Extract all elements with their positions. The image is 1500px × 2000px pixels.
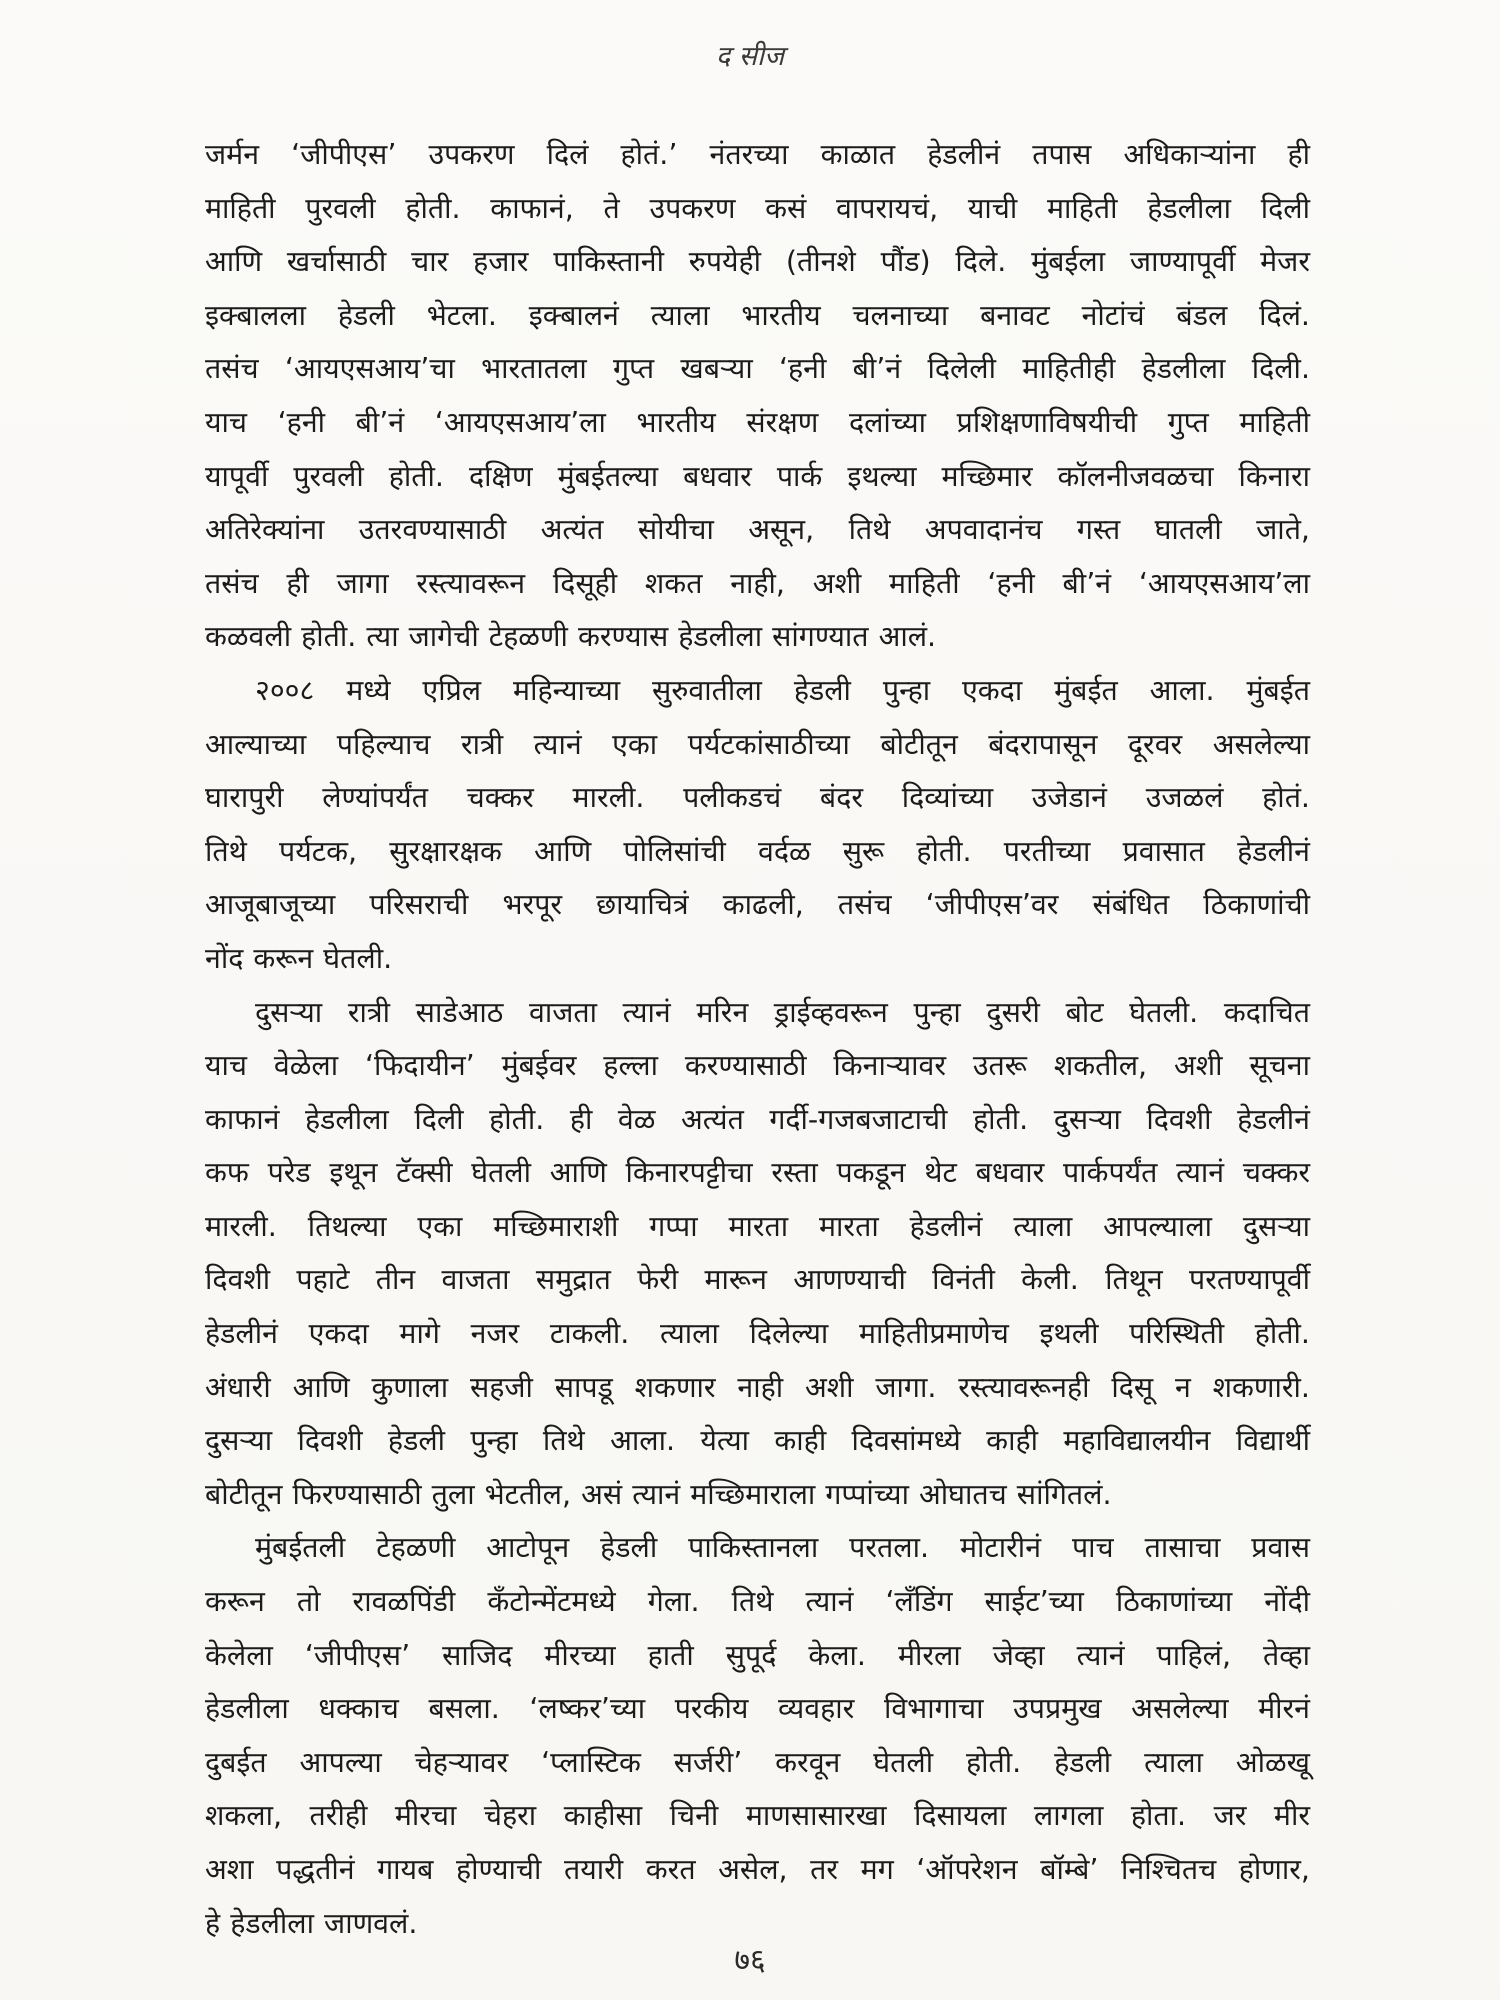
- text-line: इक्बालला हेडली भेटला. इक्बालनं त्याला भारतीय चलनाच्या बनावट नोटांचं बंडल दिलं.: [205, 298, 1310, 332]
- text-line: काफानं हेडलीला दिली होती. ही वेळ अत्यंत गर्दी-गजबजाटाची होती. दुसऱ्या दिवशी हेडलीनं: [205, 1102, 1310, 1136]
- text-line: हेडलीनं एकदा मागे नजर टाकली. त्याला दिलेल्या माहितीप्रमाणेच इथली परिस्थिती होती.: [205, 1317, 1310, 1351]
- running-title: द सीज: [715, 41, 785, 72]
- text-line: तसंच ‘आयएसआय’चा भारतातला गुप्त खबऱ्या ‘हनी बी’नं दिलेली माहितीही हेडलीला दिली.: [205, 352, 1310, 386]
- text-line: याच वेळेला ‘फिदायीन’ मुंबईवर हल्ला करण्यासाठी किनाऱ्यावर उतरू शकतील, अशी सूचना: [205, 1049, 1310, 1083]
- text-line: आणि खर्चासाठी चार हजार पाकिस्तानी रुपयेही (तीनशे पौंड) दिले. मुंबईला जाण्यापूर्वी मेजर: [205, 245, 1310, 279]
- text-line: माहिती पुरवली होती. काफानं, ते उपकरण कसं वापरायचं, याची माहिती हेडलीला दिली: [205, 191, 1310, 225]
- text-line: अशा पद्धतीनं गायब होण्याची तयारी करत असेल, तर मग ‘ऑपरेशन बॉम्बे’ निश्चितच होणार,: [205, 1853, 1310, 1886]
- text-line: तिथे पर्यटक, सुरक्षारक्षक आणि पोलिसांची वर्दळ सुरू होती. परतीच्या प्रवासात हेडलीनं: [205, 834, 1310, 868]
- text-line: अतिरेक्यांना उतरवण्यासाठी अत्यंत सोयीचा असून, तिथे अपवादानंच गस्त घातली जाते,: [205, 513, 1310, 547]
- text-line: जर्मन ‘जीपीएस’ उपकरण दिलं होतं.’ नंतरच्या काळात हेडलीनं तपास अधिकाऱ्यांना ही: [205, 138, 1310, 171]
- text-line: घारापुरी लेण्यांपर्यंत चक्कर मारली. पलीकडचं बंदर दिव्यांच्या उजेडानं उजळलं होतं.: [205, 781, 1310, 815]
- text-line: नोंद करून घेतली.: [205, 941, 393, 975]
- text-line: मारली. तिथल्या एका मच्छिमाराशी गप्पा मारता मारता हेडलीनं त्याला आपल्याला दुसऱ्या: [205, 1209, 1310, 1243]
- text-line: दुबईत आपल्या चेहऱ्यावर ‘प्लास्टिक सर्जरी’ करवून घेतली होती. हेडली त्याला ओळखू: [205, 1745, 1310, 1779]
- text-line: दुसऱ्या दिवशी हेडली पुन्हा तिथे आला. येत्या काही दिवसांमध्ये काही महाविद्यालयीन विद्यार्थी: [205, 1424, 1310, 1458]
- text-line: याच ‘हनी बी’नं ‘आयएसआय’ला भारतीय संरक्षण दलांच्या प्रशिक्षणाविषयीची गुप्त माहिती: [205, 405, 1310, 439]
- text-line: कफ परेड इथून टॅक्सी घेतली आणि किनारपट्टीचा रस्ता पकडून थेट बधवार पार्कपर्यंत त्यानं चक्कर: [205, 1156, 1310, 1190]
- text-line: शकला, तरीही मीरचा चेहरा काहीसा चिनी माणसासारखा दिसायला लागला होता. जर मीर: [205, 1799, 1310, 1833]
- text-line: यापूर्वी पुरवली होती. दक्षिण मुंबईतल्या बधवार पार्क इथल्या मच्छिमार कॉलनीजवळचा किनारा: [205, 459, 1310, 493]
- page-number: ७६: [734, 1943, 766, 1978]
- text-line: अंधारी आणि कुणाला सहजी सापडू शकणार नाही अशी जागा. रस्त्यावरूनही दिसू न शकणारी.: [205, 1370, 1310, 1404]
- text-line: दुसऱ्या रात्री साडेआठ वाजता त्यानं मरिन ड्राईव्हवरून पुन्हा दुसरी बोट घेतली. कदाचित: [255, 995, 1310, 1029]
- text-line: बोटीतून फिरण्यासाठी तुला भेटतील, असं त्यानं मच्छिमाराला गप्पांच्या ओघातच सांगितलं.: [205, 1477, 1112, 1511]
- text-line: तसंच ही जागा रस्त्यावरून दिसूही शकत नाही, अशी माहिती ‘हनी बी’नं ‘आयएसआय’ला: [205, 566, 1310, 600]
- text-line: हेडलीला धक्काच बसला. ‘लष्कर’च्या परकीय व्यवहार विभागाचा उपप्रमुख असलेल्या मीरनं: [205, 1692, 1310, 1726]
- text-line: आल्याच्या पहिल्याच रात्री त्यानं एका पर्यटकांसाठीच्या बोटीतून बंदरापासून दूरवर असलेल्या: [205, 727, 1310, 761]
- text-line: आजूबाजूच्या परिसराची भरपूर छायाचित्रं काढली, तसंच ‘जीपीएस’वर संबंधित ठिकाणांची: [205, 888, 1310, 922]
- text-line: करून तो रावळपिंडी कँटोन्मेंटमध्ये गेला. तिथे त्यानं ‘लँडिंग साईट’च्या ठिकाणांच्या नोंदी: [205, 1585, 1310, 1619]
- text-line: मुंबईतली टेहळणी आटोपून हेडली पाकिस्तानला परतला. मोटारीनं पाच तासाचा प्रवास: [255, 1531, 1310, 1565]
- text-line: २००८ मध्ये एप्रिल महिन्याच्या सुरुवातीला हेडली पुन्हा एकदा मुंबईत आला. मुंबईत: [255, 673, 1310, 707]
- text-line: कळवली होती. त्या जागेची टेहळणी करण्यास हेडलीला सांगण्यात आलं.: [205, 620, 937, 654]
- text-line: केलेला ‘जीपीएस’ साजिद मीरच्या हाती सुपूर्द केला. मीरला जेव्हा त्यानं पाहिलं, तेव्हा: [205, 1638, 1310, 1672]
- text-line: हे हेडलीला जाणवलं.: [205, 1906, 418, 1940]
- body-text: [205, 128, 1310, 1950]
- text-line: दिवशी पहाटे तीन वाजता समुद्रात फेरी मारून आणण्याची विनंती केली. तिथून परतण्यापूर्वी: [205, 1263, 1310, 1297]
